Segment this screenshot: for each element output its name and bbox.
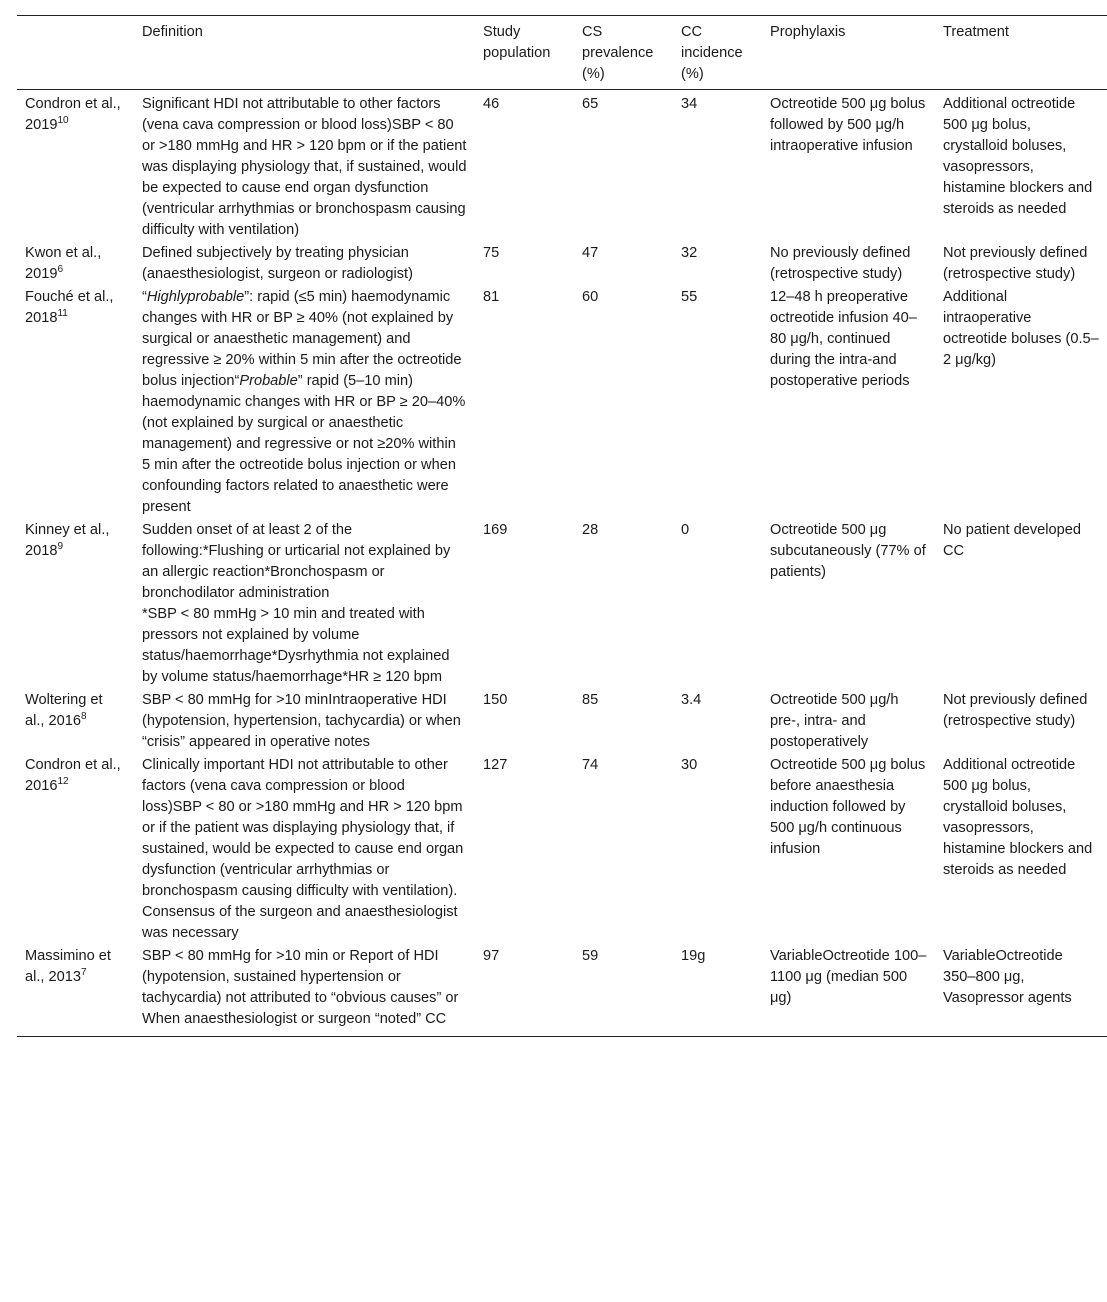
header-cc-incidence: CC incidence (%) <box>681 24 743 82</box>
cell-cc-incidence: 0 <box>681 522 690 538</box>
cell-study <box>17 689 134 754</box>
table-row <box>17 90 1107 243</box>
definition-text: ” rapid (5–10 min) haemodynamic changes with HR or BP ≥ 20–40% (not explained by surgical or anaesthetic management) and regressive or not ≥20% within 5 min after the octreotide bolus injection or when confounding factors related to anaesthetic were present <box>142 373 466 515</box>
cell-treatment: Additional octreotide 500 μg bolus, crystalloid boluses, vasopressors, histamine blockers and steroids as needed <box>943 96 1093 217</box>
cell-prophylaxis: No previously defined (retrospective study) <box>770 245 911 282</box>
study-name: Fouché et al., 2018 <box>25 289 114 326</box>
header-row <box>17 16 1107 90</box>
cell-study <box>17 519 134 689</box>
cell-population: 169 <box>483 522 508 538</box>
cell-population: 150 <box>483 692 508 708</box>
cell-cs-prevalence: 85 <box>582 692 599 708</box>
table-row <box>17 945 1107 1037</box>
cell-prophylaxis: VariableOctreotide 100–1100 μg (median 500 μg) <box>770 948 927 1006</box>
study-name: Condron et al., 2019 <box>25 96 121 133</box>
cell-study <box>17 286 134 519</box>
cell-treatment: No patient developed CC <box>943 522 1081 559</box>
table-container <box>17 15 1107 1037</box>
cell-study <box>17 945 134 1037</box>
cell-prophylaxis: Octreotide 500 μg bolus before anaesthesia induction followed by 500 μg/h continuous infusion <box>770 757 926 857</box>
header-definition: Definition <box>142 24 203 40</box>
cell-cs-prevalence: 47 <box>582 245 599 261</box>
cell-prophylaxis: Octreotide 500 μg subcutaneously (77% of patients) <box>770 522 926 580</box>
reference: 11 <box>57 308 68 320</box>
study-name: Kwon et al., 2019 <box>25 245 102 282</box>
header-population: Study population <box>483 24 551 61</box>
cell-study <box>17 754 134 945</box>
cell-definition: SBP < 80 mmHg for >10 minIntraoperative HDI (hypotension, hypertension, tachycardia) or when “crisis” appeared in operative notes <box>142 692 461 750</box>
cell-population: 127 <box>483 757 508 773</box>
reference: 6 <box>57 264 64 276</box>
cell-cc-incidence: 19g <box>681 948 706 964</box>
cell-cs-prevalence: 74 <box>582 757 599 773</box>
cell-treatment: VariableOctreotide 350–800 μg, Vasopressor agents <box>943 948 1072 1006</box>
cell-cs-prevalence: 65 <box>582 96 599 112</box>
cell-definition: Clinically important HDI not attributable to other factors (vena cava compression or blood loss)SBP < 80 or >180 mmHg and HR > 120 bpm or if the patient was displaying physiology that, if sustained, would be expected to cause end organ dysfunction (ventricular arrhythmias or bronchospasm causing difficulty with ventilation). Consensus of the surgeon and anaesthesiologist was necessary <box>142 757 464 941</box>
cell-cs-prevalence: 28 <box>582 522 599 538</box>
header-prophylaxis: Prophylaxis <box>770 24 846 40</box>
cell-treatment: Additional octreotide 500 μg bolus, crystalloid boluses, vasopressors, histamine blockers and steroids as needed <box>943 757 1093 878</box>
cell-treatment: Not previously defined (retrospective study) <box>943 692 1088 729</box>
cell-treatment: Not previously defined (retrospective study) <box>943 245 1088 282</box>
reference: 12 <box>57 776 69 788</box>
cell-cc-incidence: 3.4 <box>681 692 702 708</box>
cell-population: 75 <box>483 245 500 261</box>
study-name: Woltering et al., 2016 <box>25 692 103 729</box>
cell-prophylaxis: Octreotide 500 μg bolus followed by 500 μg/h intraoperative infusion <box>770 96 926 154</box>
study-name: Massimino et al., 2013 <box>25 948 111 985</box>
study-name: Kinney et al., 2018 <box>25 522 110 559</box>
definition-term: Highlyprobable <box>146 289 245 305</box>
cell-study <box>17 242 134 286</box>
cell-definition: Significant HDI not attributable to other factors (vena cava compression or blood loss)SBP < 80 or >180 mmHg and HR > 120 bpm or if the patient was displaying physiology that, if sustained, would be expected to cause end organ dysfunction (ventricular arrhythmias or bronchospasm causing difficulty with ventilation) <box>142 96 467 238</box>
reference: 7 <box>81 967 87 979</box>
cell-population: 97 <box>483 948 500 964</box>
cell-cc-incidence: 55 <box>681 289 698 305</box>
reference: 8 <box>81 711 87 723</box>
cell-prophylaxis: Octreotide 500 μg/h pre-, intra- and postoperatively <box>770 692 899 750</box>
definition-text: Sudden onset of at least 2 of the following:*Flushing or urticarial not explained by an allergic reaction*Bronchospasm or bronchodilator administration <box>142 522 451 601</box>
cell-cc-incidence: 32 <box>681 245 698 261</box>
cell-cc-incidence: 34 <box>681 96 698 112</box>
header-study <box>17 16 134 90</box>
definition-text: ”: rapid (≤5 min) haemodynamic changes with HR or BP ≥ 40% (not explained by surgical or anaesthetic management) and regressive ≥ 20% within 5 min after the octreotide bolus injection“ <box>142 289 462 389</box>
definition-text: *SBP < 80 mmHg > 10 min and treated with pressors not explained by volume status/haemorrhage*Dysrhythmia not explained by volume status/haemorrhage*HR ≥ 120 bpm <box>142 606 450 685</box>
cell-definition: Defined subjectively by treating physician (anaesthesiologist, surgeon or radiologist) <box>142 245 413 282</box>
cell-treatment: Additional intraoperative octreotide boluses (0.5–2 μg/kg) <box>943 289 1099 368</box>
cell-definition: SBP < 80 mmHg for >10 min or Report of HDI (hypotension, sustained hypertension or tachycardia) not attributed to “obvious causes” or When anaesthesiologist or surgeon “noted” CC <box>142 948 459 1027</box>
study-name: Condron et al., 2016 <box>25 757 121 794</box>
table-row <box>17 754 1107 945</box>
cell-definition: “Highlyprobable”: rapid (≤5 min) haemodynamic changes with HR or BP ≥ 40% (not explained by surgical or anaesthetic management) and regressive ≥ 20% within 5 min after the octreotide bolus injection“Probable” rapid (5–10 min) haemodynamic changes with HR or BP ≥ 20–40% (not explained by surgical or anaesthetic management) and regressive or not ≥20% within 5 min after the octreotide bolus injection or when confounding factors related to anaesthetic were present <box>142 289 466 515</box>
table-row <box>17 519 1107 689</box>
studies-table <box>17 15 1107 1037</box>
header-treatment: Treatment <box>943 24 1009 40</box>
cell-cs-prevalence: 59 <box>582 948 599 964</box>
reference: 10 <box>57 115 69 127</box>
reference: 9 <box>57 541 64 553</box>
cell-population: 46 <box>483 96 500 112</box>
cell-cs-prevalence: 60 <box>582 289 599 305</box>
table-row <box>17 689 1107 754</box>
cell-definition <box>134 519 475 689</box>
cell-prophylaxis: 12–48 h preoperative octreotide infusion 40–80 μg/h, continued during the intra-and postoperative periods <box>770 289 917 389</box>
header-cs-prevalence: CS prevalence (%) <box>582 24 654 82</box>
definition-term: Probable <box>239 373 298 389</box>
table-row <box>17 286 1107 519</box>
table-row <box>17 242 1107 286</box>
cell-cc-incidence: 30 <box>681 757 698 773</box>
cell-study <box>17 90 134 243</box>
cell-population: 81 <box>483 289 500 305</box>
